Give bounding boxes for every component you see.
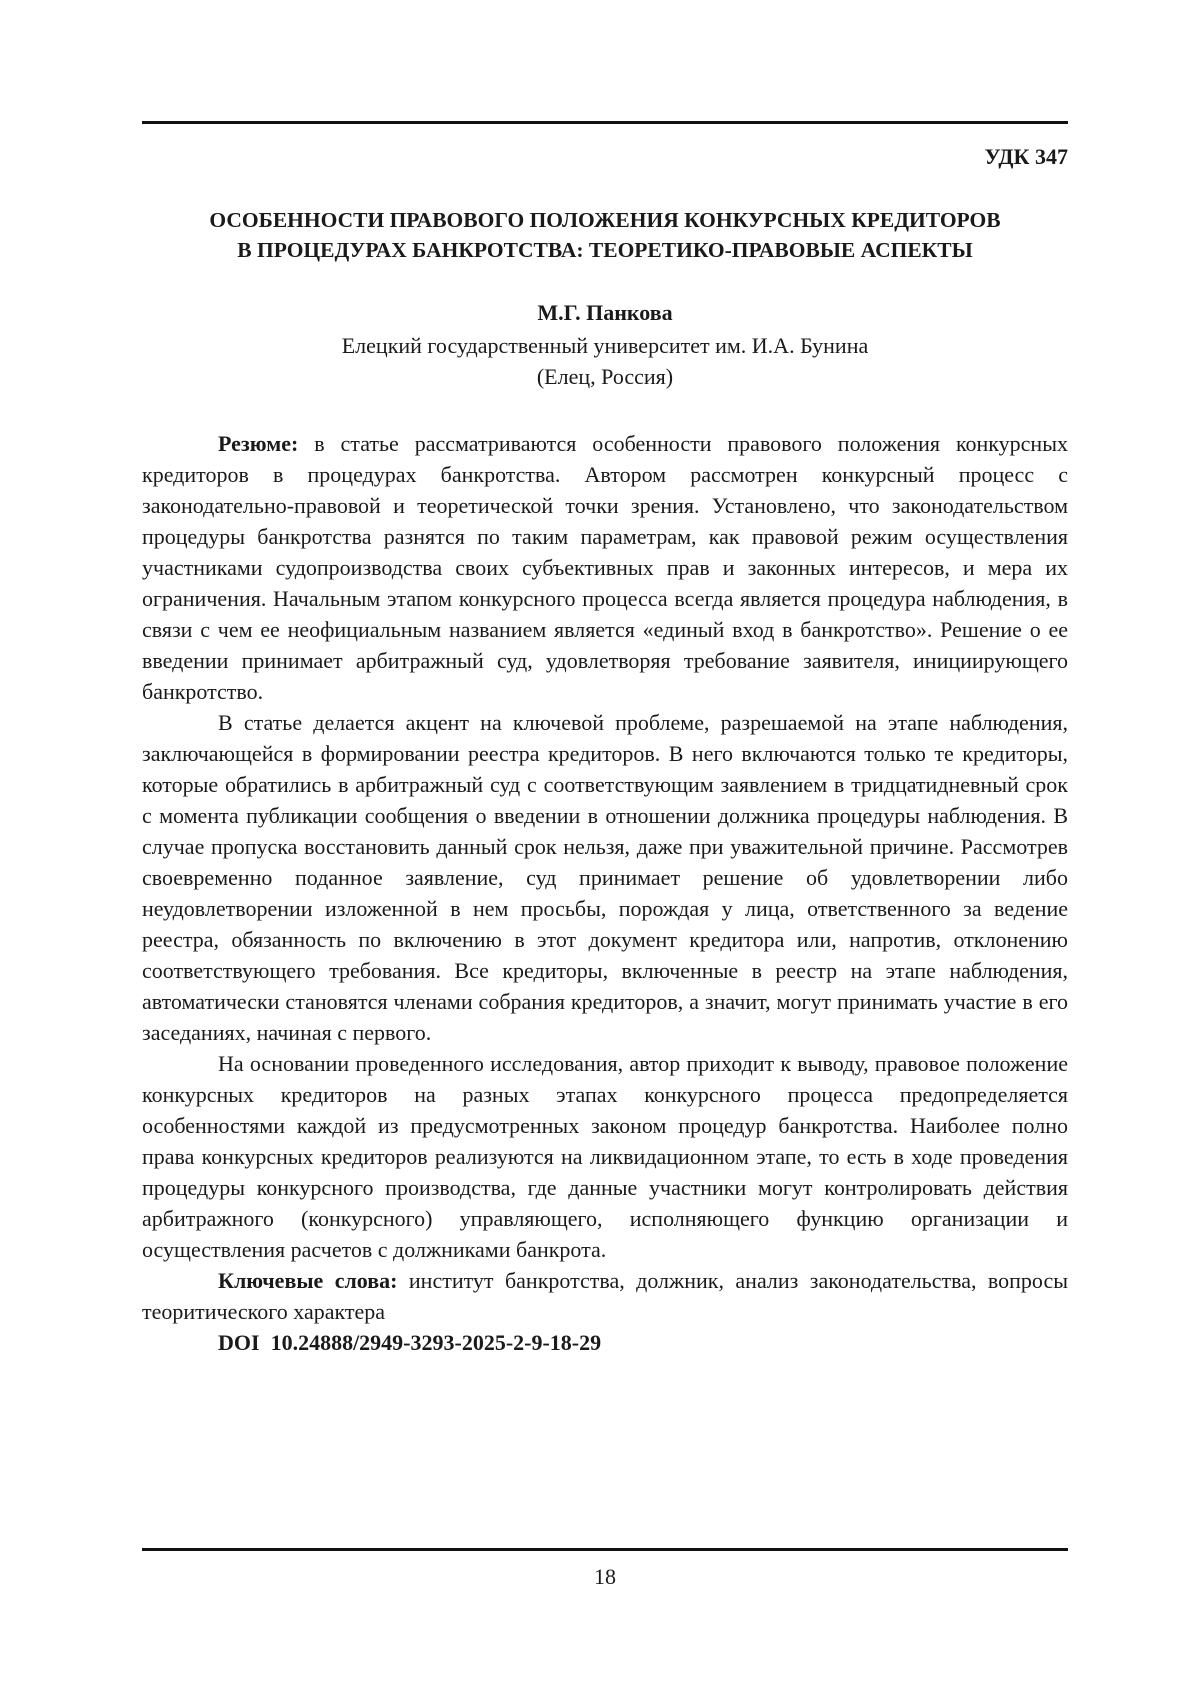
title-line-1: ОСОБЕННОСТИ ПРАВОВОГО ПОЛОЖЕНИЯ КОНКУРСНЫХ КРЕДИТОРОВ: [142, 205, 1068, 235]
doi-label: DOI: [218, 1330, 260, 1355]
keywords-text: институт банкротства, должник, анализ законодательства, вопросы теоритического характера: [142, 1268, 1068, 1324]
author-name: М.Г. Панкова: [142, 300, 1068, 326]
location: (Елец, Россия): [142, 361, 1068, 392]
affiliation: Елецкий государственный университет им. И.А. Бунина: [142, 330, 1068, 361]
title-line-2: В ПРОЦЕДУРАХ БАНКРОТСТВА: ТЕОРЕТИКО-ПРАВОВЫЕ АСПЕКТЫ: [142, 235, 1068, 265]
abstract-label: Резюме:: [218, 431, 298, 456]
article-title: [142, 205, 1068, 265]
doi-value: 10.24888/2949-3293-2025-2-9-18-29: [271, 1330, 602, 1355]
keywords-label: Ключевые слова:: [218, 1268, 397, 1293]
abstract-paragraph-1: [142, 428, 1068, 707]
abstract-paragraph-3: На основании проведенного исследования, автор приходит к выводу, правовое положение конкурсных кредиторов на разных этапах конкурсного процесса предопределяется особенностями каждой из предусмотренных законом процедур банкротства. Наиболее полно права конкурсных кредиторов реализуются на ликвидационном этапе, то есть в ходе проведения процедуры конкурсного производства, где данные участники могут контролировать действия арбитражного (конкурсного) управляющего, исполняющего функцию организации и осуществления расчетов с должниками банкрота.: [142, 1048, 1068, 1265]
top-rule: [142, 121, 1068, 124]
udk-code: УДК 347: [984, 144, 1068, 170]
doi-line: [142, 1327, 1068, 1358]
abstract-text-1: в статье рассматриваются особенности правового положения конкурсных кредиторов в процедурах банкротства. Автором рассмотрен конкурсный процесс с законодательно-правовой и теоретической точки зрения. Установлено, что законодательством процедуры банкротства разнятся по таким параметрам, как правовой режим осуществления участниками судопроизводства своих субъективных прав и законных интересов, и мера их ограничения. Начальным этапом конкурсного процесса всегда является процедура наблюдения, в связи с чем ее неофициальным названием является «единый вход в банкротство». Решение о ее введении принимает арбитражный суд, удовлетворяя требование заявителя, инициирующего банкротство.: [142, 431, 1068, 704]
page-number: 18: [142, 1564, 1068, 1590]
abstract-body: [142, 428, 1068, 1358]
author-affiliation-block: [142, 330, 1068, 392]
bottom-rule: [142, 1548, 1068, 1551]
keywords-paragraph: [142, 1265, 1068, 1327]
abstract-paragraph-2: В статье делается акцент на ключевой проблеме, разрешаемой на этапе наблюдения, заключающейся в формировании реестра кредиторов. В него включаются только те кредиторы, которые обратились в арбитражный суд с соответствующим заявлением в тридцатидневный срок с момента публикации сообщения о введении в отношении должника процедуры наблюдения. В случае пропуска восстановить данный срок нельзя, даже при уважительной причине. Рассмотрев своевременно поданное заявление, суд принимает решение об удовлетворении либо неудовлетворении изложенной в нем просьбы, порождая у лица, ответственного за ведение реестра, обязанность по включению в этот документ кредитора или, напротив, отклонению соответствующего требования. Все кредиторы, включенные в реестр на этапе наблюдения, автоматически становятся членами собрания кредиторов, а значит, могут принимать участие в его заседаниях, начиная с первого.: [142, 707, 1068, 1048]
